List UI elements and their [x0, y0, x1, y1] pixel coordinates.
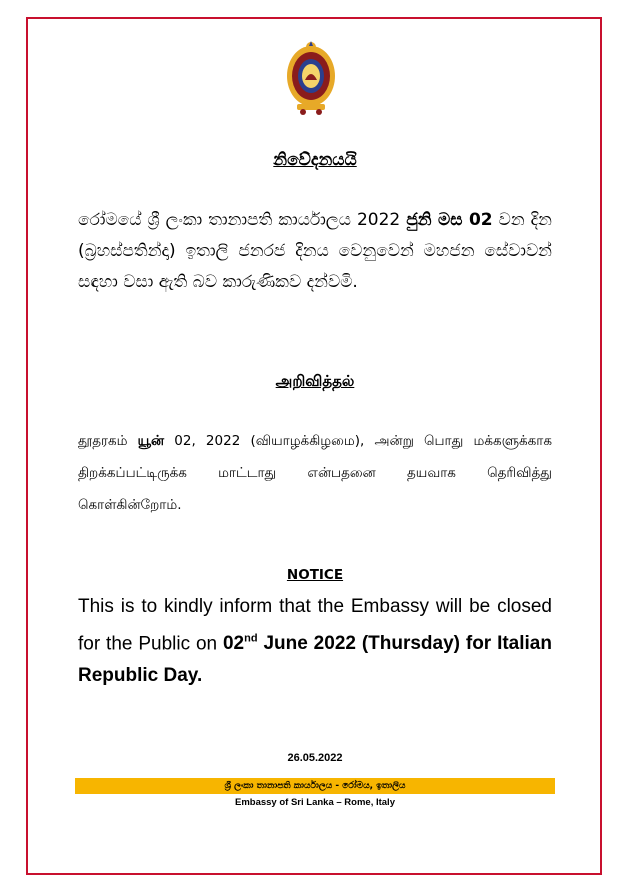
notice-heading: NOTICE — [286, 567, 344, 583]
tamil-text-1: தூதரகம் — [78, 433, 138, 449]
notice-date: 26.05.2022 — [287, 752, 343, 764]
sinhala-text-1: රෝමයේ ශ්‍රී ලංකා තානාපති කාර්යාලය 2022 — [78, 210, 407, 230]
sri-lanka-emblem-icon — [285, 40, 337, 118]
tamil-heading: அறிவித்தல் — [275, 372, 355, 390]
tamil-text-2: 02, 2022 (வியாழக்கிழமை), அன்று பொது மக்களுக்காக திறக்கப்பட்டிருக்க மாட்டாது என்பதனை தயவாக தெரிவித்து கொள்கின்றோம். — [78, 433, 552, 513]
sinhala-paragraph — [78, 205, 552, 298]
tamil-month: யூன் — [137, 433, 165, 449]
sinhala-text-2: වන දින (බ්‍රහස්පතින්දා) ඉතාලි ජනරජ දිනය වෙනුවෙන් මහජන සේවාවන් සඳහා වසා ඇති බව කාරුණිකව දන්වමි. — [78, 210, 552, 292]
footer-english: Embassy of Sri Lanka – Rome, Italy — [235, 797, 395, 808]
footer-sinhala: ශ්‍රී ලංකා තානාපති කාර්යාලය - රෝමය, ඉතාලිය — [75, 778, 555, 794]
sinhala-date: ජුනි මස 02 — [406, 210, 493, 230]
english-text-1: This is to kindly inform that the Embassy will be closed for the Public on — [78, 596, 552, 655]
english-paragraph — [78, 591, 552, 692]
tamil-paragraph — [78, 425, 552, 521]
sinhala-heading: නිවේදනයයි — [273, 150, 357, 170]
english-date: 02nd June 2022 (Thursday) for Italian Republic Day. — [78, 633, 552, 687]
